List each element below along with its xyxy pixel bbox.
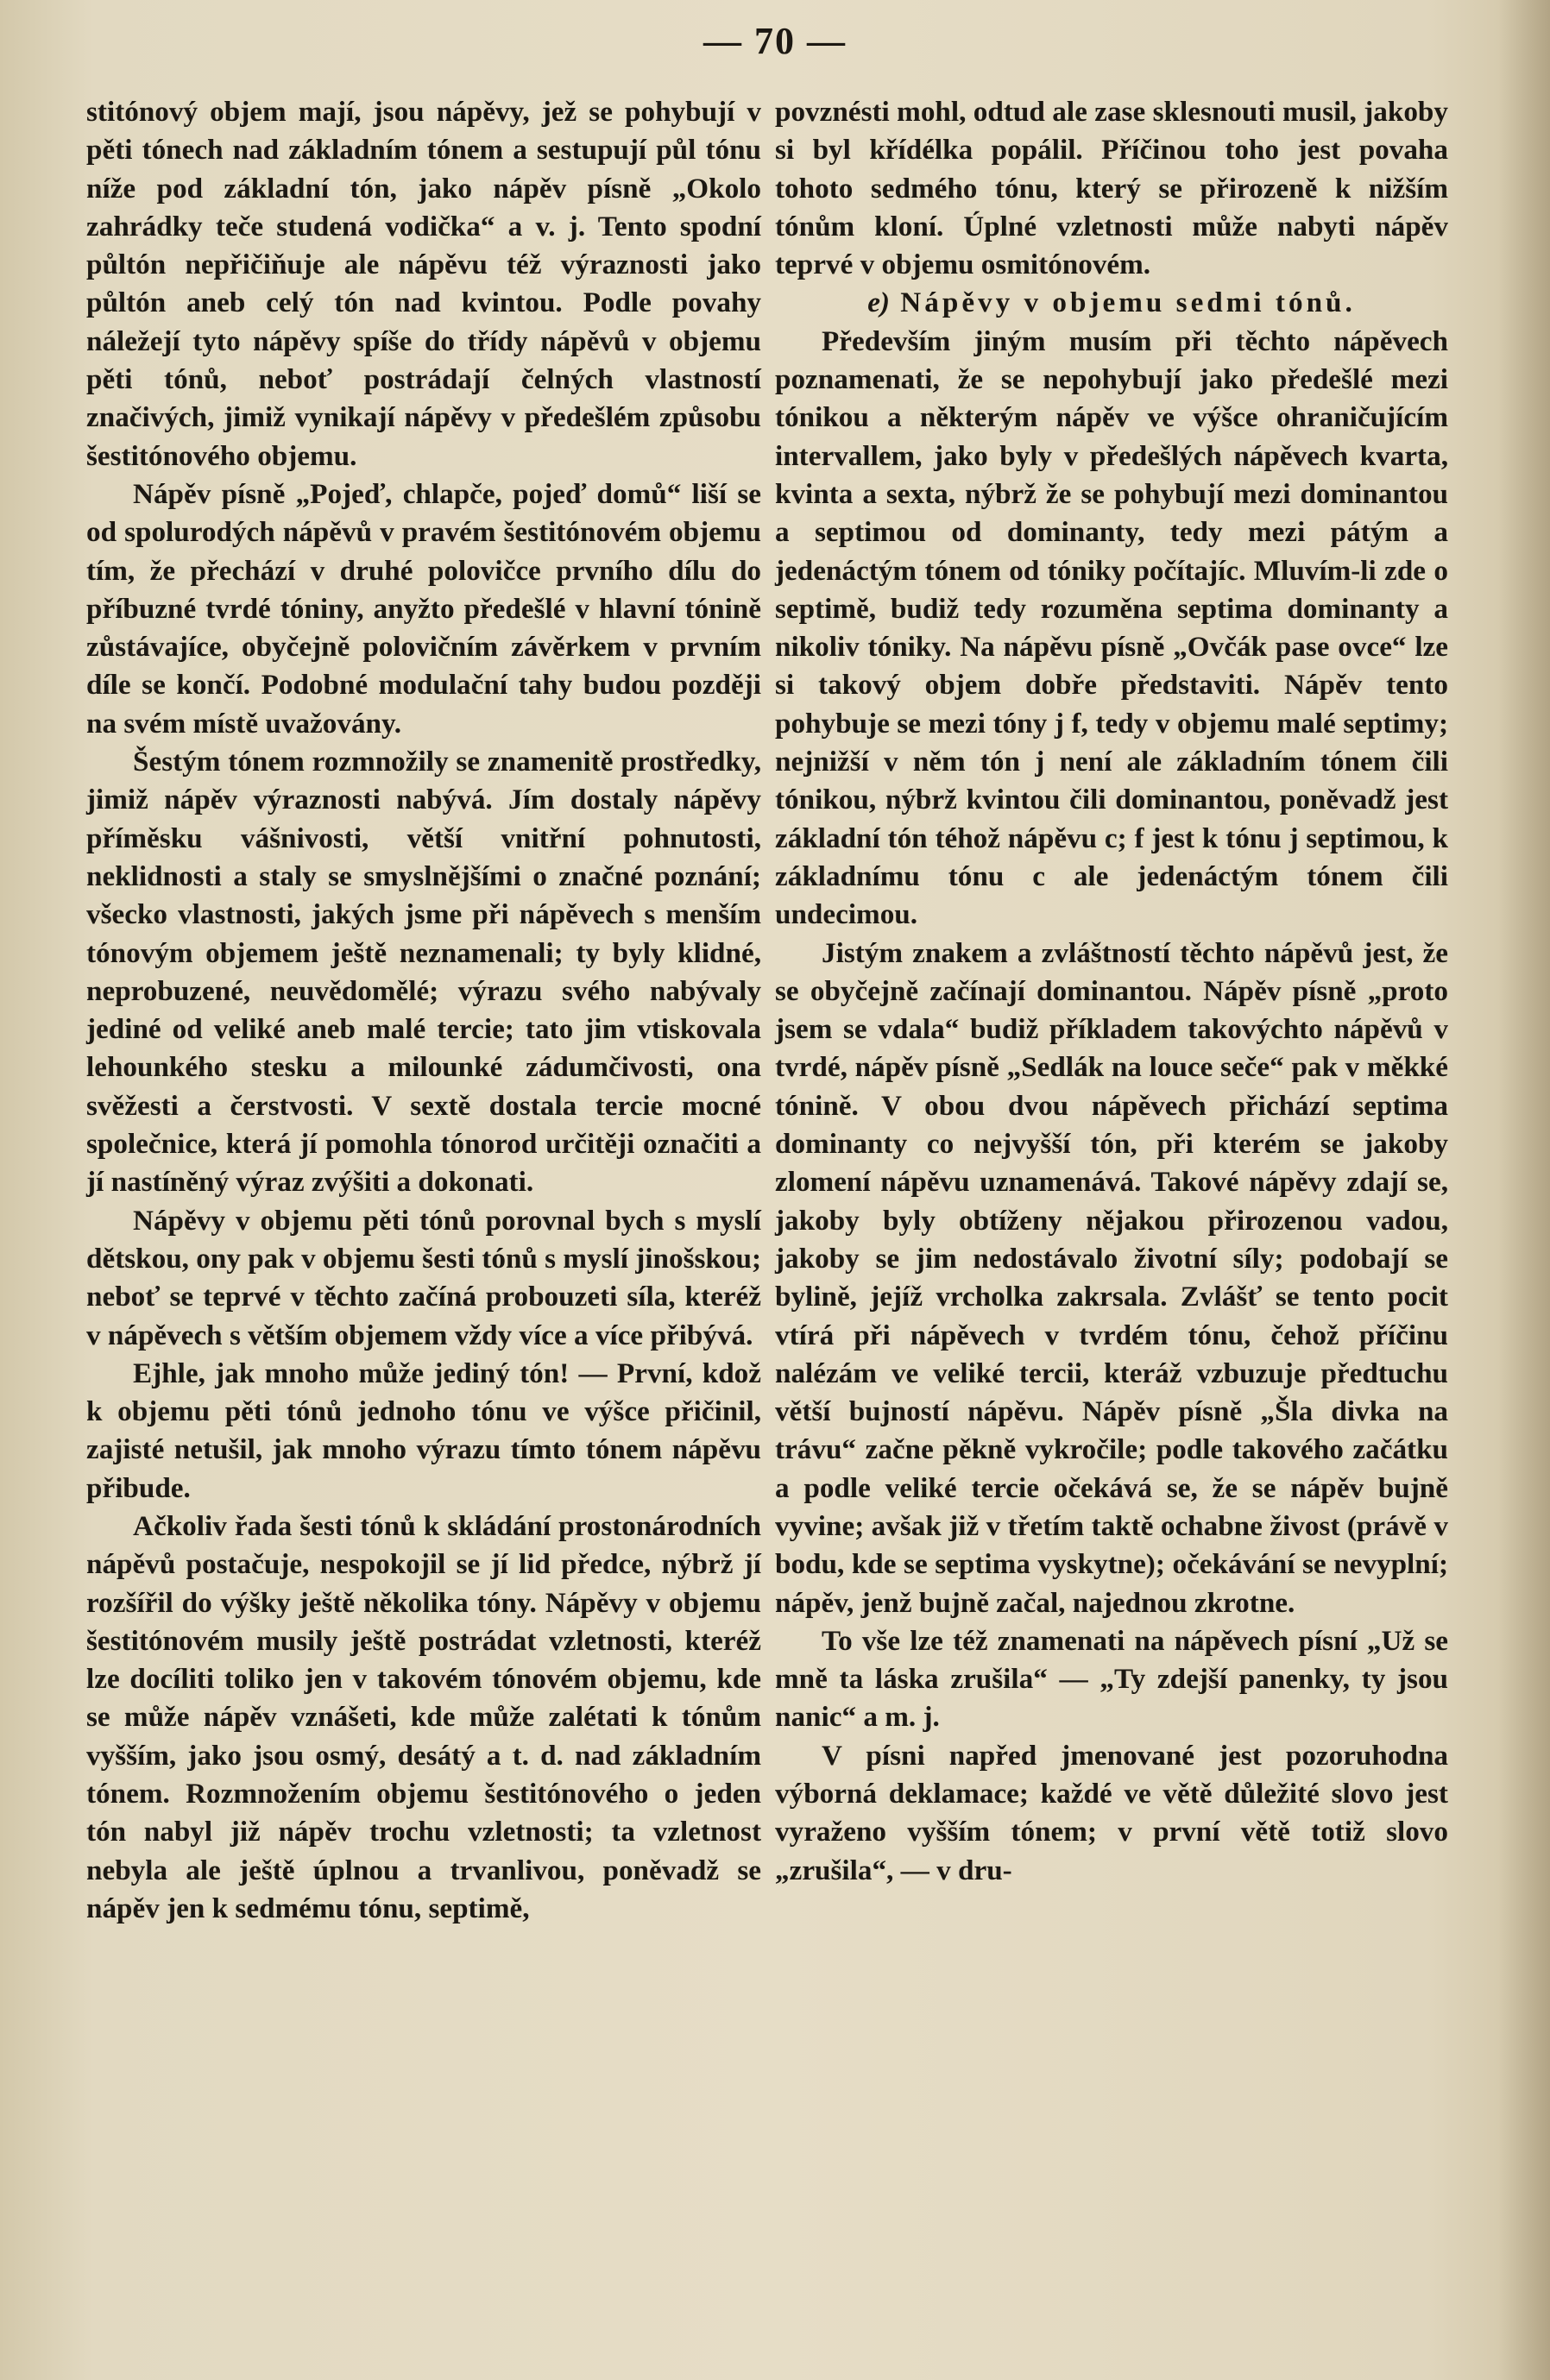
right-column bbox=[775, 93, 1448, 1890]
paragraph: Nápěv písně „Pojeď, chlapče, pojeď domů“ liší se od spolurodých nápěvů v pravém šestitónovém objemu tím, že přechází v druhé polovičce prvního dílu do příbuzné tvrdé tóniny, anyžto předešlé v hlavní tónině zůstávajíce, obyčejně polovičním závěrkem v prvním díle se končí. Podobné modulační tahy budou později na svém místě uvažovány. bbox=[86, 477, 761, 740]
paragraph: Ačkoliv řada šesti tónů k skládání prostonárodních nápěvů postačuje, nespokojil se jí lid předce, nýbrž jí rozšířil do výšky ještě několika tóny. Nápěvy v objemu šestitónovém musily ještě postrádat vzletnosti, kteréž lze docíliti toliko jen v takovém tónovém objemu, kde se může nápěv vznášeti, kde může zalétati k tónům vyšším, jako jsou osmý, desátý a t. d. nad základním tónem. Rozmnožením objemu šestitónového o jeden tón nabyl již nápěv trochu vzletnosti; ta vzletnost nebyla ale ještě úplnou a trvanlivou, poněvadž se nápěv jen k sedmému tónu, septimě, bbox=[86, 1509, 761, 1924]
paragraph: To vše lze též znamenati na nápěvech písní „Už se mně ta láska zrušila“ — „Ty zdejší panenky, ty jsou nanic“ a m. j. bbox=[775, 1624, 1448, 1734]
paragraph: Především jiným musím při těchto nápěvech poznamenati, že se nepohybují jako předešlé mezi tónikou a některým nápěv ve výšce ohraničujícím intervallem, jako byly v předešlých nápěvech kvarta, kvinta a sexta, nýbrž že se pohybují mezi dominantou a septimou od dominanty, tedy mezi pátým a jedenáctým tónem od tóniky počítajíc. Mluvím-li zde o septimě, budiž tedy rozuměna septima dominanty a nikoliv tóniky. Na nápěvu písně „Ovčák pase ovce“ lze si takový objem dobře představiti. Nápěv tento pohybuje se mezi tóny j f, tedy v objemu malé septimy; nejnižší v něm tón j není ale základním tónem čili tónikou, nýbrž kvintou čili dominantou, poněvadž jest základní tón téhož nápěvu c; f jest k tónu j septimou, k základnímu tónu c ale jedenáctým tónem čili undecimou. bbox=[775, 324, 1448, 931]
section-heading bbox=[775, 284, 1448, 322]
left-column bbox=[86, 93, 761, 1928]
paragraph: stitónový objem mají, jsou nápěvy, jež se pohybují v pěti tónech nad základním tónem a sestupují půl tónu níže pod základní tón, jako nápěv písně „Okolo zahrádky teče studená vodička“ a v. j. Tento spodní půltón nepřičiňuje ale nápěvu též výraznosti jako půltón aneb celý tón nad kvintou. Podle povahy náležejí tyto nápěvy spíše do třídy nápěvů v objemu pěti tónů, neboť postrádají čelných vlastností značivých, jimiž vynikají nápěvy v předešlém způsobu šestitónového objemu. bbox=[86, 96, 761, 472]
paragraph: Ejhle, jak mnoho může jediný tón! — První, kdož k objemu pěti tónů jednoho tónu ve výšce přičinil, zajisté netušil, jak mnoho výrazu tímto tónem nápěvu přibude. bbox=[86, 1357, 761, 1504]
paragraph: Jistým znakem a zvláštností těchto nápěvů jest, že se obyčejně začínají dominantou. Nápěv písně „proto jsem se vdala“ budiž příkladem takovýchto nápěvů v tvrdé, nápěv písně „Sedlák na louce seče“ pak v měkké tónině. V obou dvou nápěvech přichází septima dominanty co nejvyšší tón, při kterém se jakoby zlomení nápěvu uznamenává. Takové nápěvy zdají se, jakoby byly obtíženy nějakou přirozenou vadou, jakoby se jim nedostávalo životní síly; podobají se bylině, jejíž vrcholka zakrsala. Zvlášť se tento pocit vtírá při nápěvech v tvrdém tónu, čehož příčinu nalézám ve veliké tercii, kteráž vzbuzuje předtuchu větší bujností nápěvu. Nápěv písně „Šla divka na trávu“ začne pěkně vykročile; podle takového začátku a podle veliké tercie očekává se, že se nápěv bujně vyvine; avšak již v třetím taktě ochabne živost (právě v bodu, kde se septima vyskytne); očekávání se nevyplní; nápěv, jenž bujně začal, najednou zkrotne. bbox=[775, 936, 1448, 1619]
page-edge-shadow bbox=[1498, 0, 1550, 2380]
paragraph: Šestým tónem rozmnožily se znamenitě prostředky, jimiž nápěv výraznosti nabývá. Jím dostaly nápěvy příměsku vášnivosti, větší vnitřní pohnutosti, neklidnosti a staly se smyslnějšími o značné poznání; všecko vlastnosti, jakých jsme při nápěvech s menším tónovým objemem ještě neznamenali; ty byly klidné, neprobuzené, neuvědomělé; výrazu svého nabývaly jediné od veliké aneb malé tercie; tato jim vtiskovala lehounkého stesku a milounké zádumčivosti, ona svěžesti a čerstvosti. V sextě dostala tercie mocné společnice, která jí pomohla tónorod určitěji označiti a jí nastíněný výraz zvýšiti a dokonati. bbox=[86, 746, 761, 1199]
page-number: — 70 — bbox=[703, 20, 847, 62]
paragraph: Nápěvy v objemu pěti tónů porovnal bych s myslí dětskou, ony pak v objemu šesti tónů s myslí jinošskou; neboť se teprvé v těchto začíná probouzeti síla, kteréž v nápěvech s větším objemem vždy více a více přibývá. bbox=[86, 1204, 761, 1351]
paragraph: V písni napřed jmenované jest pozoruhodna výborná deklamace; každé ve větě důležité slovo jest vyraženo vyšším tónem; v první větě totiž slovo „zrušila“, — v dru- bbox=[775, 1739, 1448, 1886]
paragraph: povznésti mohl, odtud ale zase sklesnouti musil, jakoby si byl křídélka popálil. Příčinou toho jest povaha tohoto sedmého tónu, který se přirozeně k nižším tónům kloní. Úplné vzletnosti může nabyti nápěv teprvé v objemu osmitónovém. bbox=[775, 96, 1448, 281]
section-heading-label: e) bbox=[867, 286, 890, 319]
section-heading-title: Nápěvy v objemu sedmi tónů. bbox=[900, 286, 1356, 319]
